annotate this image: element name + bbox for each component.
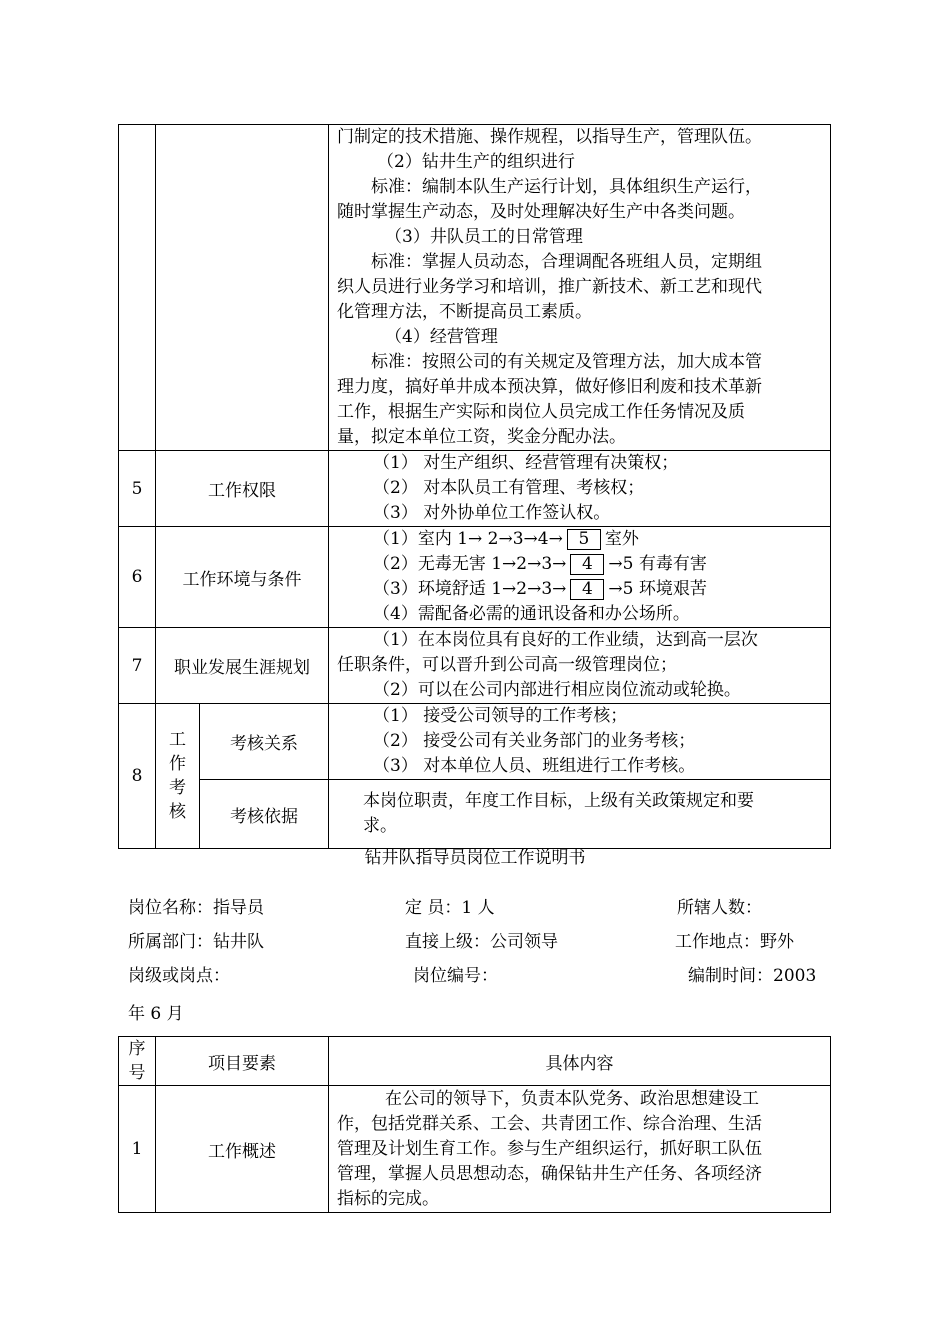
text-line: 作，包括党群关系、工会、共青团工作、综合治理、生活 xyxy=(337,1113,762,1134)
item-label: 职业发展生涯规划 xyxy=(156,628,329,704)
group-label xyxy=(156,704,200,849)
text-line: （3）井队员工的日常管理 xyxy=(385,227,583,247)
text-line: 在公司的领导下，负责本队党务、政治思想建设工 xyxy=(385,1088,759,1109)
text-fragment: （2）无毒无害 1→2→3→ xyxy=(373,554,567,574)
row-number: 1 xyxy=(119,1086,156,1213)
table-row xyxy=(119,1086,831,1213)
text-line: 任职条件，可以晋升到公司高一级管理岗位； xyxy=(337,655,677,675)
item-label: 工作概述 xyxy=(156,1086,329,1213)
row-number: 7 xyxy=(119,628,156,704)
row-number: 6 xyxy=(119,527,156,628)
item-label: 工作环境与条件 xyxy=(156,527,329,628)
text-line: （2）可以在公司内部进行相应岗位流动或轮换。 xyxy=(373,680,741,700)
content-cell xyxy=(329,451,831,527)
text-line: 随时掌握生产动态，及时处理解决好生产中各类问题。 xyxy=(337,202,745,222)
subordinates: 所辖人数： xyxy=(677,898,762,918)
content-cell xyxy=(329,527,831,628)
rating-box: 4 xyxy=(570,554,604,575)
text-line: 求。 xyxy=(363,816,397,836)
document-title: 钻井队指导员岗位工作说明书 xyxy=(364,848,586,868)
compile-time: 编制时间：2003 xyxy=(688,966,817,986)
table-row xyxy=(119,527,831,628)
post-name: 岗位名称：指导员 xyxy=(128,898,264,918)
text-line: 量，拟定本单位工资，奖金分配办法。 xyxy=(337,427,626,447)
text-line: 指标的完成。 xyxy=(337,1188,439,1209)
compile-time-continued: 年 6 月 xyxy=(128,1004,184,1024)
group-char: 核 xyxy=(169,802,186,822)
bottom-table xyxy=(118,1036,831,1213)
text-line: （1） 对生产组织、经营管理有决策权； xyxy=(373,453,679,473)
table-row xyxy=(119,125,831,451)
staffing: 定 员：1 人 xyxy=(405,898,495,918)
content-cell xyxy=(329,628,831,704)
text-line: （4）经营管理 xyxy=(385,327,498,347)
text-fragment: （1）室内 1→ 2→3→4→ xyxy=(373,529,563,549)
department: 所属部门：钻井队 xyxy=(128,932,264,952)
content-cell xyxy=(329,780,831,849)
row-number-cell xyxy=(119,125,156,451)
text-line: （2）钻井生产的组织进行 xyxy=(377,152,575,172)
text-line: （4）需配备必需的通讯设备和办公场所。 xyxy=(373,604,690,624)
post-code: 岗位编号： xyxy=(413,966,498,986)
text-fragment: →5 环境艰苦 xyxy=(608,579,707,599)
text-fragment: 室外 xyxy=(604,529,639,549)
rating-box: 4 xyxy=(570,579,604,600)
rating-box: 5 xyxy=(567,529,601,550)
table-row xyxy=(119,780,831,849)
header-char: 序 xyxy=(128,1039,146,1059)
content-cell xyxy=(329,125,831,451)
text-line: 工作，根据生产实际和岗位人员完成工作任务情况及质 xyxy=(337,402,745,422)
header-item: 项目要素 xyxy=(156,1037,329,1086)
text-line: 理力度，搞好单井成本预决算，做好修旧利废和技术革新 xyxy=(337,377,762,397)
content-cell xyxy=(329,1086,831,1213)
text-line: （2） 接受公司有关业务部门的业务考核； xyxy=(373,731,696,751)
table-row xyxy=(119,704,831,780)
text-fragment: →5 有毒有害 xyxy=(608,554,707,574)
text-line: （1）在本岗位具有良好的工作业绩，达到高一层次 xyxy=(373,630,758,650)
text-line: 标准：编制本队生产运行计划，具体组织生产运行， xyxy=(371,177,762,197)
row-number: 5 xyxy=(119,451,156,527)
item-label: 工作权限 xyxy=(156,451,329,527)
header-char: 号 xyxy=(128,1063,146,1083)
text-line: 标准：掌握人员动态，合理调配各班组人员，定期组 xyxy=(371,252,762,272)
environment-line xyxy=(337,577,822,602)
group-char: 工 xyxy=(169,730,186,750)
group-char: 考 xyxy=(169,778,186,798)
table-header-row xyxy=(119,1037,831,1086)
text-line: （1） 接受公司领导的工作考核； xyxy=(373,706,628,726)
text-line: 管理，掌握人员思想动态，确保钻井生产任务、各项经济 xyxy=(337,1163,762,1184)
text-line: （3） 对外协单位工作签认权。 xyxy=(373,503,611,523)
text-line: 本岗位职责，年度工作目标，上级有关政策规定和要 xyxy=(363,791,754,811)
superior: 直接上级：公司领导 xyxy=(405,932,558,952)
sub-item-label: 考核关系 xyxy=(200,704,329,780)
text-line: 织人员进行业务学习和培训，推广新技术、新工艺和现代 xyxy=(337,277,762,297)
text-line: 门制定的技术措施、操作规程，以指导生产，管理队伍。 xyxy=(337,127,762,147)
text-line: 标准：按照公司的有关规定及管理方法，加大成本管 xyxy=(371,352,762,372)
text-fragment: （3）环境舒适 1→2→3→ xyxy=(373,579,567,599)
grade: 岗级或岗点： xyxy=(128,966,230,986)
text-line: （3） 对本单位人员、班组进行工作考核。 xyxy=(373,756,696,776)
text-line: 管理及计划生育工作。参与生产组织运行，抓好职工队伍 xyxy=(337,1138,762,1159)
table-row xyxy=(119,628,831,704)
text-line: （2） 对本队员工有管理、考核权； xyxy=(373,478,645,498)
row-number: 8 xyxy=(119,704,156,849)
environment-line xyxy=(337,552,822,577)
header-content: 具体内容 xyxy=(329,1037,831,1086)
header-number xyxy=(119,1037,156,1086)
content-cell xyxy=(329,704,831,780)
environment-line xyxy=(337,527,822,552)
table-row xyxy=(119,451,831,527)
location: 工作地点：野外 xyxy=(675,932,794,952)
item-cell xyxy=(156,125,329,451)
text-line: 化管理方法，不断提高员工素质。 xyxy=(337,302,592,322)
sub-item-label: 考核依据 xyxy=(200,780,329,849)
group-char: 作 xyxy=(169,754,186,774)
top-table xyxy=(118,124,831,849)
